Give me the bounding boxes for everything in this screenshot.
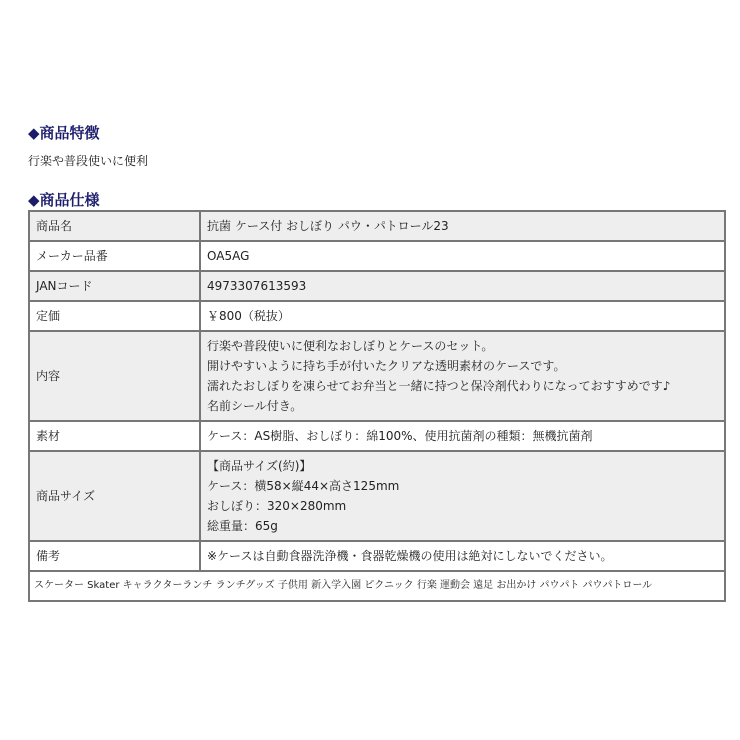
- spec-value: [200, 331, 725, 421]
- spec-value-line: 名前シール付き。: [207, 399, 303, 413]
- spec-value-line: おしぼり：320×280mm: [207, 499, 347, 513]
- spec-value-line: 総重量：65g: [207, 519, 278, 533]
- specs-table: [28, 210, 726, 602]
- spec-value-line: ￥800（税抜）: [207, 309, 290, 323]
- specs-heading: ◆商品仕様: [28, 191, 100, 209]
- spec-value-line: ※ケースは自動食器洗浄機・食器乾燥機の使用は絶対にしないでください。: [207, 549, 613, 563]
- spec-value: [200, 241, 725, 271]
- spec-key: 定価: [29, 301, 200, 331]
- features-text: 行楽や普段使いに便利: [28, 154, 149, 168]
- features-heading: ◆商品特徴: [28, 124, 100, 142]
- spec-key: 備考: [29, 541, 200, 571]
- spec-key: メーカー品番: [29, 241, 200, 271]
- keywords-row: [29, 571, 725, 601]
- spec-value: [200, 451, 725, 541]
- table-row: [29, 271, 725, 301]
- spec-value: [200, 271, 725, 301]
- spec-value-line: 【商品サイズ(約)】: [207, 459, 312, 473]
- spec-value-line: 行楽や普段使いに便利なおしぼりとケースのセット。: [207, 339, 494, 353]
- spec-value-line: OA5AG: [207, 249, 250, 263]
- table-row: [29, 451, 725, 541]
- spec-value: [200, 211, 725, 241]
- spec-value: [200, 421, 725, 451]
- table-row: [29, 211, 725, 241]
- table-row: [29, 541, 725, 571]
- spec-key: 商品名: [29, 211, 200, 241]
- spec-value-line: ケース：横58×縦44×高さ125mm: [207, 479, 400, 493]
- spec-key: 内容: [29, 331, 200, 421]
- spec-value-line: ケース：AS樹脂、おしぼり：綿100%、使用抗菌剤の種類：無機抗菌剤: [207, 429, 593, 443]
- spec-key: 商品サイズ: [29, 451, 200, 541]
- spec-key: JANコード: [29, 271, 200, 301]
- spec-key: 素材: [29, 421, 200, 451]
- table-row: [29, 301, 725, 331]
- spec-value-line: 抗菌 ケース付 おしぼり パウ・パトロール23: [207, 219, 449, 233]
- spec-value-line: 4973307613593: [207, 279, 307, 293]
- spec-value: [200, 541, 725, 571]
- table-row: [29, 421, 725, 451]
- table-row: [29, 241, 725, 271]
- spec-value-line: 開けやすいように持ち手が付いたクリアな透明素材のケースです。: [207, 359, 566, 373]
- spec-value-line: 濡れたおしぼりを凍らせてお弁当と一緒に持つと保冷剤代わりになっておすすめです♪: [207, 379, 671, 393]
- spec-value: [200, 301, 725, 331]
- keywords: スケーター Skater キャラクターランチ ランチグッズ 子供用 新入学入園 ピクニック 行楽 運動会 遠足 お出かけ パウパト パウパトロール: [29, 571, 725, 601]
- table-row: [29, 331, 725, 421]
